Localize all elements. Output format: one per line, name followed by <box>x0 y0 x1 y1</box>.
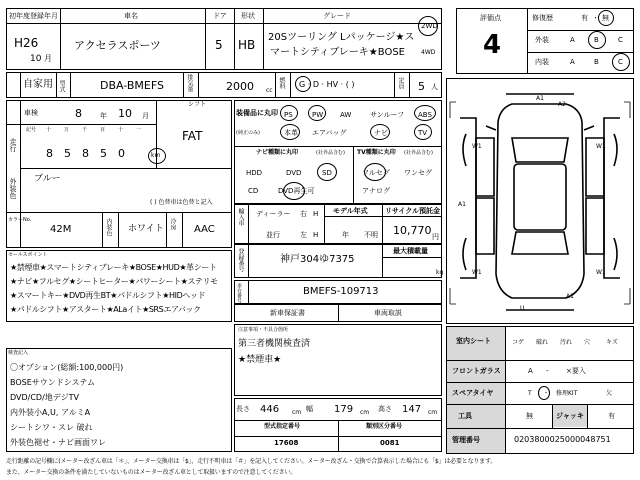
chassis-value: BMEFS-109713 <box>303 286 379 297</box>
navi-cd: CD <box>248 187 259 195</box>
mileage-unit: km <box>151 152 161 159</box>
sales-point-line-1: ★ナビ★フルセグ★シートヒーター★パワーシート★ステリモ <box>10 277 218 286</box>
tools-label: 工具 <box>458 412 472 420</box>
model-year-unknown: 不明 <box>364 231 378 239</box>
footer-line-2: また、メーター交換の条件を満たしていないものはメーター改ざん車として取扱いますので注意してください。 <box>6 469 297 476</box>
capacity-label: 定員 <box>397 77 404 89</box>
score: 4 <box>483 30 502 60</box>
car-name-label: 車名 <box>124 12 138 20</box>
inspection-year-unit: 年 <box>100 112 107 120</box>
glass-a: A <box>528 367 533 375</box>
seat-item-3: 穴 <box>584 339 591 346</box>
length: 446 <box>260 404 280 415</box>
repair-label: 修復歴 <box>532 14 553 22</box>
navi-title: ナビ種類に丸印 <box>256 149 299 156</box>
displacement: 2000 <box>226 80 254 93</box>
grade-line-2: マートシティブレーキ★BOSE <box>270 47 405 58</box>
inspector-line-3: 内外装小A,U, アルミA <box>10 408 91 417</box>
import-label: 輸入車 <box>237 208 244 226</box>
mileage-digit-3: 5 <box>100 147 107 160</box>
diagram-label-w1a: W1 <box>472 143 482 150</box>
model-year-label: モデル年式 <box>333 207 368 215</box>
sales-point-line-0: ★禁煙車★スマートシティブレーキ★BOSE★HUD★革シート <box>10 263 217 272</box>
exterior-a: A <box>570 36 575 44</box>
grade-line-1: 20Sツーリング Lパッケージ★ス <box>268 32 415 43</box>
mileage-header-1: 十 <box>46 127 52 133</box>
mgmt-label: 管理番号 <box>452 436 480 444</box>
drive-2wd: 2WD <box>421 22 438 30</box>
ac-value: AAC <box>194 224 215 235</box>
mileage-header-3: 千 <box>82 127 88 133</box>
max-load-label: 最大積載量 <box>393 247 428 255</box>
diagram-label-u: U <box>520 305 525 312</box>
import-parallel: 並行 <box>266 231 280 239</box>
exterior-label: 外装 <box>535 36 549 44</box>
fuel-label: 燃料 <box>278 77 285 89</box>
warranty-label: 新車保証書 <box>270 309 305 317</box>
ac-label: 冷房 <box>169 218 176 230</box>
sales-point-line-2: ★スマートキー★DVD再生BT★パドルシフト★HIDヘッド <box>10 291 206 300</box>
interior-label: 内装 <box>535 58 549 66</box>
equipment-circle-4 <box>370 124 390 140</box>
shape-label: 形状 <box>241 12 255 20</box>
model-year-suffix: 年 <box>342 231 349 239</box>
navi-note: (社外品含む) <box>316 150 345 156</box>
footer-line-1: 走行距離の記号欄に(メーター改ざん車は「＊」、メーター交換車は「$」、走行不明車は「＃」を記入してください。メーター改ざん・交換で合算表示した場合にも「$」は必要となります。 <box>6 458 497 465</box>
diagram-label-w1c: W1 <box>472 269 482 276</box>
max-load-unit: kg <box>436 269 444 276</box>
mileage-digit-2: 8 <box>82 147 89 160</box>
shift: FAT <box>182 129 203 143</box>
navi-sd: SD <box>322 169 332 177</box>
capacity: 5 <box>418 80 425 93</box>
car-name: アクセラスポーツ <box>74 39 161 52</box>
recycle-label: リサイクル預託金 <box>385 207 441 215</box>
color-code-label: カラーNo. <box>8 217 32 223</box>
grade-label: グレード <box>323 12 351 20</box>
import-left-h: H <box>313 231 319 239</box>
equipment-item-1: PW <box>312 111 324 119</box>
capacity-unit: 人 <box>431 83 438 91</box>
equipment-item-r2-1: エアバッグ <box>312 129 347 137</box>
notes-line-1: 第三者機関検査済 <box>238 339 311 349</box>
interior-color: ホワイト <box>128 224 164 234</box>
glass-replace: ×要入 <box>566 367 586 375</box>
repair-none: 無 <box>602 14 609 22</box>
mileage-header-4: 百 <box>100 127 106 133</box>
spare-label: スペアタイヤ <box>452 389 494 397</box>
navi-dvd-play: DVD再生可 <box>278 187 315 195</box>
mileage-digit-0: 8 <box>46 147 53 160</box>
width-unit: cm <box>360 409 370 416</box>
length-label: 長さ <box>236 405 250 413</box>
sales-point-line-3: ★パドルシフト★アスタート★ALaイト★SRSエアバック <box>10 305 201 314</box>
tv-title: TV種類に丸印 <box>357 149 396 156</box>
jack-label: ジャッキ <box>556 412 584 420</box>
mileage-header-5: 十 <box>118 127 124 133</box>
diagram-label-w1d: W1 <box>596 269 606 276</box>
shape: HB <box>238 38 256 52</box>
inspector-line-1: BOSEサウンドシステム <box>10 378 95 387</box>
mgmt-value: 0203800025000048751 <box>514 435 611 444</box>
tv-note: (社外品含む) <box>404 150 433 156</box>
recycle-unit: 円 <box>432 233 439 241</box>
interior-a: A <box>570 58 575 66</box>
navi-dvd: DVD <box>286 169 302 177</box>
displacement-label: 排気量 <box>186 74 193 92</box>
color-label: 外装色 <box>9 178 17 199</box>
diagram-label-a2: A2 <box>558 101 566 108</box>
fuel-options: G · D · HV · ( ) <box>299 80 355 89</box>
glass-dash: - <box>546 367 549 375</box>
recycle-value: 10,770 <box>393 224 432 237</box>
inspection-month-unit: 月 <box>142 112 149 120</box>
inspector-line-4: シートシワ・スレ 破れ <box>10 423 93 432</box>
color-value: ブルー <box>34 174 61 184</box>
mileage-digit-1: 5 <box>64 147 71 160</box>
first-reg-era: H26 <box>14 36 39 50</box>
height: 147 <box>402 404 422 415</box>
equipment-item-0: PS <box>284 111 293 119</box>
equipment-item-2: AW <box>340 111 352 119</box>
first-reg-month-unit: 月 <box>44 54 52 63</box>
category-label: 類別区分番号 <box>366 423 403 430</box>
model-label: 型式 <box>58 80 65 92</box>
glass-label: フロントガラス <box>452 367 501 375</box>
color-code: 42M <box>50 224 72 235</box>
tv-oneseg: ワンセグ <box>404 169 432 177</box>
interior-c: C <box>618 58 623 66</box>
height-label: 高さ <box>378 405 392 413</box>
import-left: 左 <box>300 231 307 239</box>
equipment-title: 装備品に丸印 <box>236 109 278 117</box>
import-right-h: H <box>313 210 319 218</box>
seat-item-2: 汚れ <box>560 339 573 346</box>
mileage-header-0: 記号 <box>26 127 37 133</box>
diagram-label-a1c: A1 <box>566 293 574 300</box>
drive-4wd: 4WD <box>421 49 436 56</box>
color-note: ( ) 色替車は色替と記入 <box>150 199 213 206</box>
equipment-item-r2-3: TV <box>418 129 428 137</box>
model-designation-label: 型式指定番号 <box>264 423 301 430</box>
spare-t: T <box>528 390 532 397</box>
spare-none: 欠 <box>606 390 613 397</box>
mileage-label: 走行 <box>9 138 17 152</box>
seat-item-0: コゲ <box>512 339 525 346</box>
doors-label: ドア <box>213 12 227 20</box>
chassis-label: 車台番号 <box>236 283 242 303</box>
equipment-circle-1 <box>308 105 326 121</box>
inspector-line-0: 〇オプション(総額:100,000円) <box>10 363 124 372</box>
diagram-label-a1: A1 <box>536 95 544 102</box>
inspection-year: 8 <box>75 107 82 120</box>
interior-color-label: 内装色 <box>105 218 112 236</box>
category: 0081 <box>380 439 400 447</box>
length-unit: cm <box>292 409 302 416</box>
tv-analog: アナログ <box>362 187 390 195</box>
seat-item-4: キズ <box>606 339 618 346</box>
seat-label: 室内シート <box>456 337 491 345</box>
inspection-label: 車検 <box>24 109 38 117</box>
doors: 5 <box>215 38 223 52</box>
usage: 自家用 <box>23 79 53 90</box>
width-label: 幅 <box>306 405 313 413</box>
spare-kit: 修理KIT <box>556 390 578 397</box>
sales-points-label: セールスポイント <box>8 252 48 258</box>
tv-fullseg: フルセグ <box>362 169 390 177</box>
equipment-item-r2-2: ナビ <box>374 129 388 137</box>
score-label: 評価点 <box>480 14 501 22</box>
inspector-line-2: DVD/CD/地デジTV <box>10 393 79 402</box>
interior-b: B <box>594 58 599 66</box>
height-unit: cm <box>428 409 438 416</box>
mileage-digit-4: 0 <box>118 147 125 160</box>
shift-label: シフト <box>188 101 207 108</box>
manual-label: 車両取説 <box>374 309 402 317</box>
equipment-circle-3 <box>280 124 300 140</box>
row2-box <box>6 72 442 98</box>
displacement-unit: cc <box>266 87 273 94</box>
model-designation: 17608 <box>274 439 299 447</box>
seat-item-1: 破れ <box>536 339 549 346</box>
first-reg-label: 初年度登録年月 <box>9 12 58 20</box>
car-diagram <box>446 78 634 324</box>
exterior-c: C <box>618 36 623 44</box>
repair-yes: 有 <box>581 14 588 22</box>
tools-value: 無 <box>526 412 533 420</box>
inspection-month: 10 <box>118 107 132 120</box>
inspector-line-5: 外装色褪せ・ナビ画面ワレ <box>10 438 106 447</box>
equipment-circle-2 <box>414 105 436 121</box>
plate-label: 登録番号 <box>237 248 244 272</box>
equipment-subtitle: (純正のみ) <box>236 130 260 136</box>
navi-hdd: HDD <box>246 169 263 177</box>
plate-value: 神戸304ゆ7375 <box>280 254 355 265</box>
equipment-item-3: サンルーフ <box>370 111 405 119</box>
equipment-circle-5 <box>414 124 432 140</box>
jack-value: 有 <box>608 412 615 420</box>
width: 179 <box>334 404 354 415</box>
inspector-label: 検査記入 <box>8 350 29 356</box>
first-reg-month: 10 <box>30 54 42 64</box>
import-right: 右 <box>300 210 307 218</box>
equipment-item-4: ABS <box>418 111 432 119</box>
mileage-header-2: 万 <box>64 127 70 133</box>
model: DBA-BMEFS <box>100 79 164 92</box>
exterior-b: B <box>594 36 599 44</box>
diagram-label-a1b: A1 <box>458 201 466 208</box>
import-dealer: ディーラー <box>256 210 291 218</box>
diagram-label-w1b: W1 <box>596 143 606 150</box>
equipment-item-r2-0: 本革 <box>284 129 298 137</box>
equipment-circle-0 <box>280 105 298 121</box>
notes-line-2: ★禁煙車★ <box>238 355 282 365</box>
notes-label: 注意事項・不具合箇所 <box>238 327 289 333</box>
mileage-header-6: 一 <box>136 127 142 133</box>
